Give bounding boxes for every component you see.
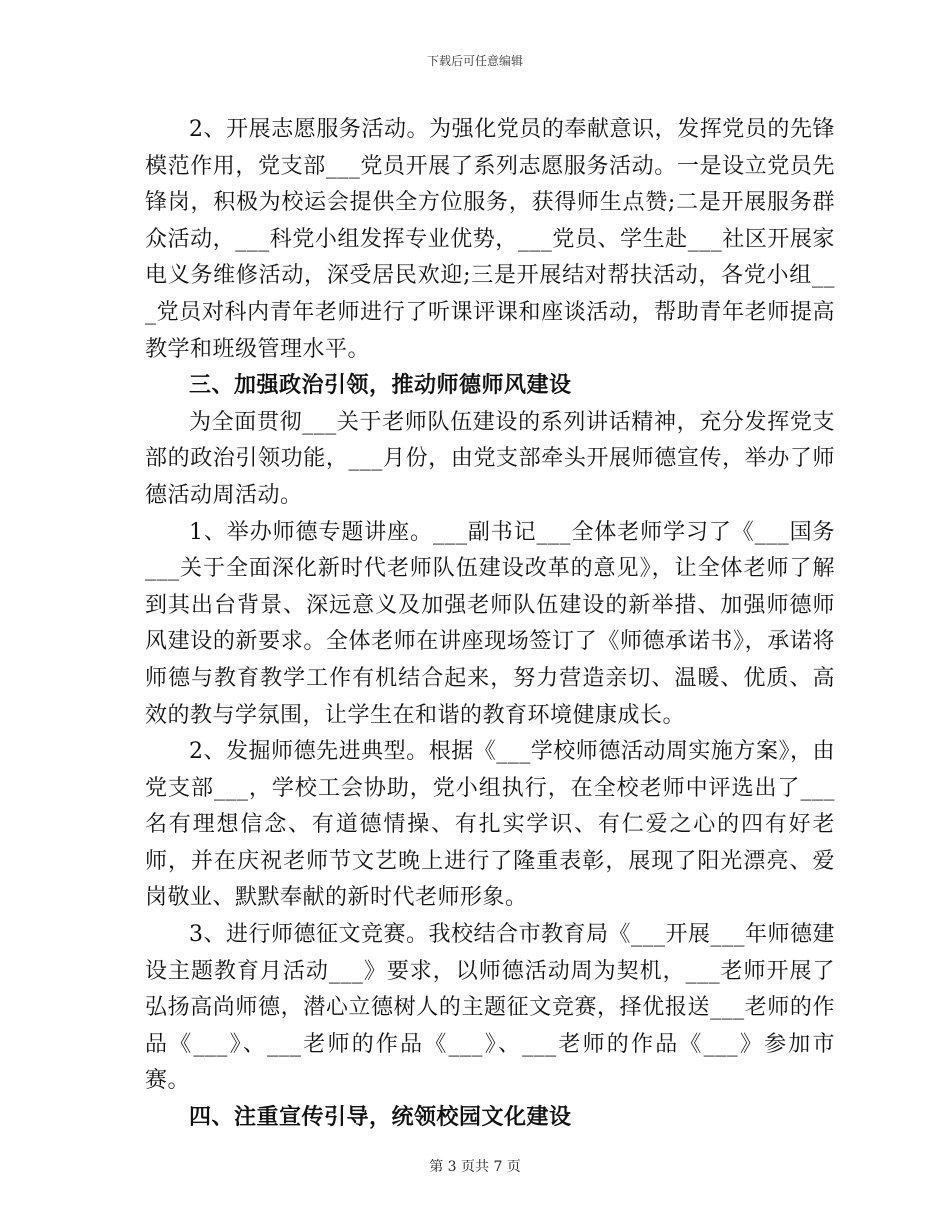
page-footer: 第 3 页共 7 页	[429, 1159, 521, 1175]
paragraph-lecture: 1、举办师德专题讲座。___副书记___全体老师学习了《___国务___关于全面深化新时代老师队伍建设改革的意见》，让全体老师了解到其出台背景、深远意义及加强老师队伍建设的新举措、加强师德师风建设的新要求。全体老师在讲座现场签订了《师德承诺书》，承诺将师德与教育教学工作有机结合起来，努力营造亲切、温暖、优质、高效的教与学氛围，让学生在和谐的教育环境健康成长。	[145, 519, 835, 728]
paragraph-essay-contest: 3、进行师德征文竞赛。我校结合市教育局《___开展___年师德建设主题教育月活动___》要求，以师德活动周为契机，___老师开展了弘扬高尚师德，潜心立德树人的主题征文竞赛，择优报送___老师的作品《___》、___老师的作品《___》、___老师的作品《___》参加市赛。	[145, 922, 835, 1094]
section-heading-4: 四、注重宣传引导，统领校园文化建设	[189, 1105, 572, 1131]
section-heading-3: 三、加强政治引领，推动师德师风建设	[189, 373, 572, 399]
paragraph-model-teachers: 2、发掘师德先进典型。根据《___学校师德活动周实施方案》，由党支部___，学校工会协助，党小组执行，在全校老师中评选出了___名有理想信念、有道德情操、有扎实学识、有仁爱之心的四有好老师，并在庆祝老师节文艺晚上进行了隆重表彰，展现了阳光漂亮、爱岗敬业、默默奉献的新时代老师形象。	[145, 739, 835, 911]
paragraph-section-3-intro: 为全面贯彻___关于老师队伍建设的系列讲话精神，充分发挥党支部的政治引领功能，___月份，由党支部牵头开展师德宣传，举办了师德活动周活动。	[145, 409, 835, 508]
page-header: 下载后可任意编辑	[426, 54, 523, 68]
paragraph-volunteer-service: 2、开展志愿服务活动。为强化党员的奉献意识，发挥党员的先锋模范作用，党支部___党员开展了系列志愿服务活动。一是设立党员先锋岗，积极为校运会提供全方位服务，获得师生点赞;二是开展服务群众活动，___科党小组发挥专业优势，___党员、学生赴___社区开展家电义务维修活动，深受居民欢迎;三是开展结对帮扶活动，各党小组___党员对科内青年老师进行了听课评课和座谈活动，帮助青年老师提高教学和班级管理水平。	[145, 117, 835, 362]
document-body	[145, 112, 835, 1137]
